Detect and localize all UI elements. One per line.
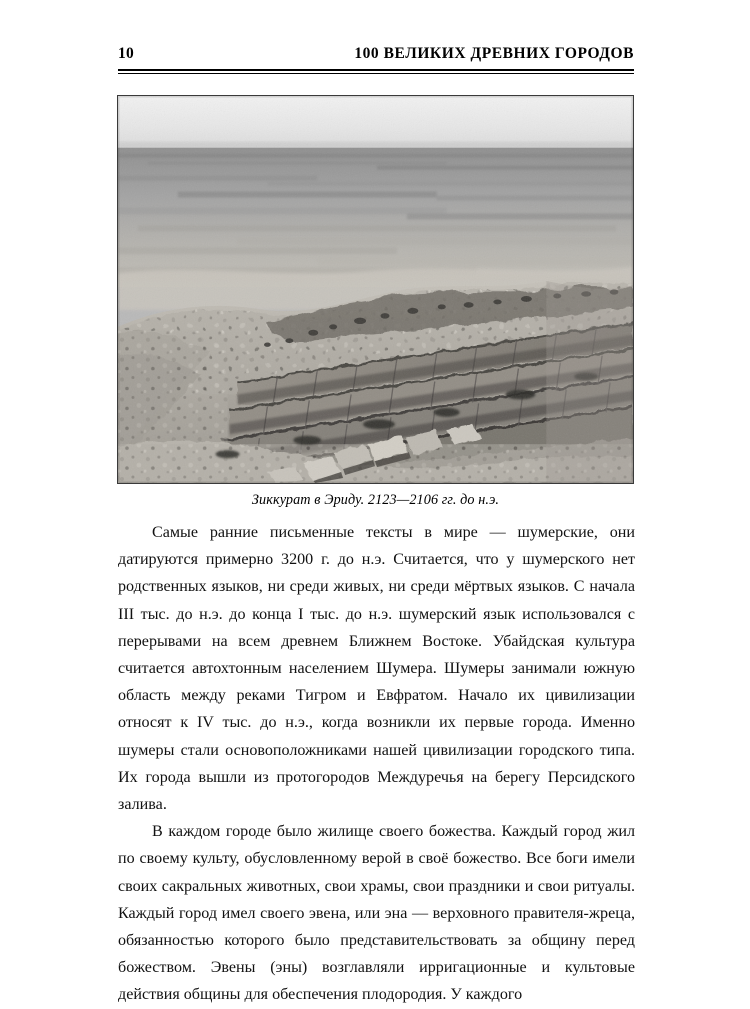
figure-ziggurat-eridu (117, 95, 634, 484)
page-header (118, 44, 634, 70)
figure-caption: Зиккурат в Эриду. 2123—2106 гг. до н.э. (251, 492, 500, 508)
photo-frame (117, 95, 634, 484)
page-number: 10 (118, 45, 134, 62)
photo-ziggurat-ruins (118, 96, 633, 483)
paragraph: Самые ранние письменные тексты в мире — шумерские, они датируются примерно 3200 г. до н.э. Считается, что у шумерского нет родственных языков, ни среди живых, ни среди мёртвых языков. С начала III тыс. до н.э. до конца I тыс. до н.э. шумерский язык использовался с перерывами на всем древнем Ближнем Востоке. Убайдская культура считается автохтонным населением Шумера. Шумеры занимали южную область между реками Тигром и Евфратом. Начало их цивилизации относят к IV тыс. до н.э., когда возникли их первые города. Именно шумеры стали основоположниками нашей цивилизации городского типа. Их города вышли из протогородов Междуречья на берегу Персидского залива. (118, 524, 635, 814)
paragraph: В каждом городе было жилище своего божества. Каждый город жил по своему культу, обусловленному верой в своё божество. Все боги имели своих сакральных животных, свои храмы, свои праздники и свои ритуалы. Каждый город имел своего эвена, или эна — верховного правителя-жреца, обязанностью которого было представительствовать за общину перед божеством. Эвены (эны) возглавляли ирригационные и культовые действия общины для обеспечения плодородия. У каждого (118, 823, 635, 1004)
header-rule-thin (118, 73, 634, 74)
body-text (118, 519, 635, 1009)
header-double-rule (118, 69, 634, 74)
running-title: 100 ВЕЛИКИХ ДРЕВНИХ ГОРОДОВ (354, 45, 634, 62)
